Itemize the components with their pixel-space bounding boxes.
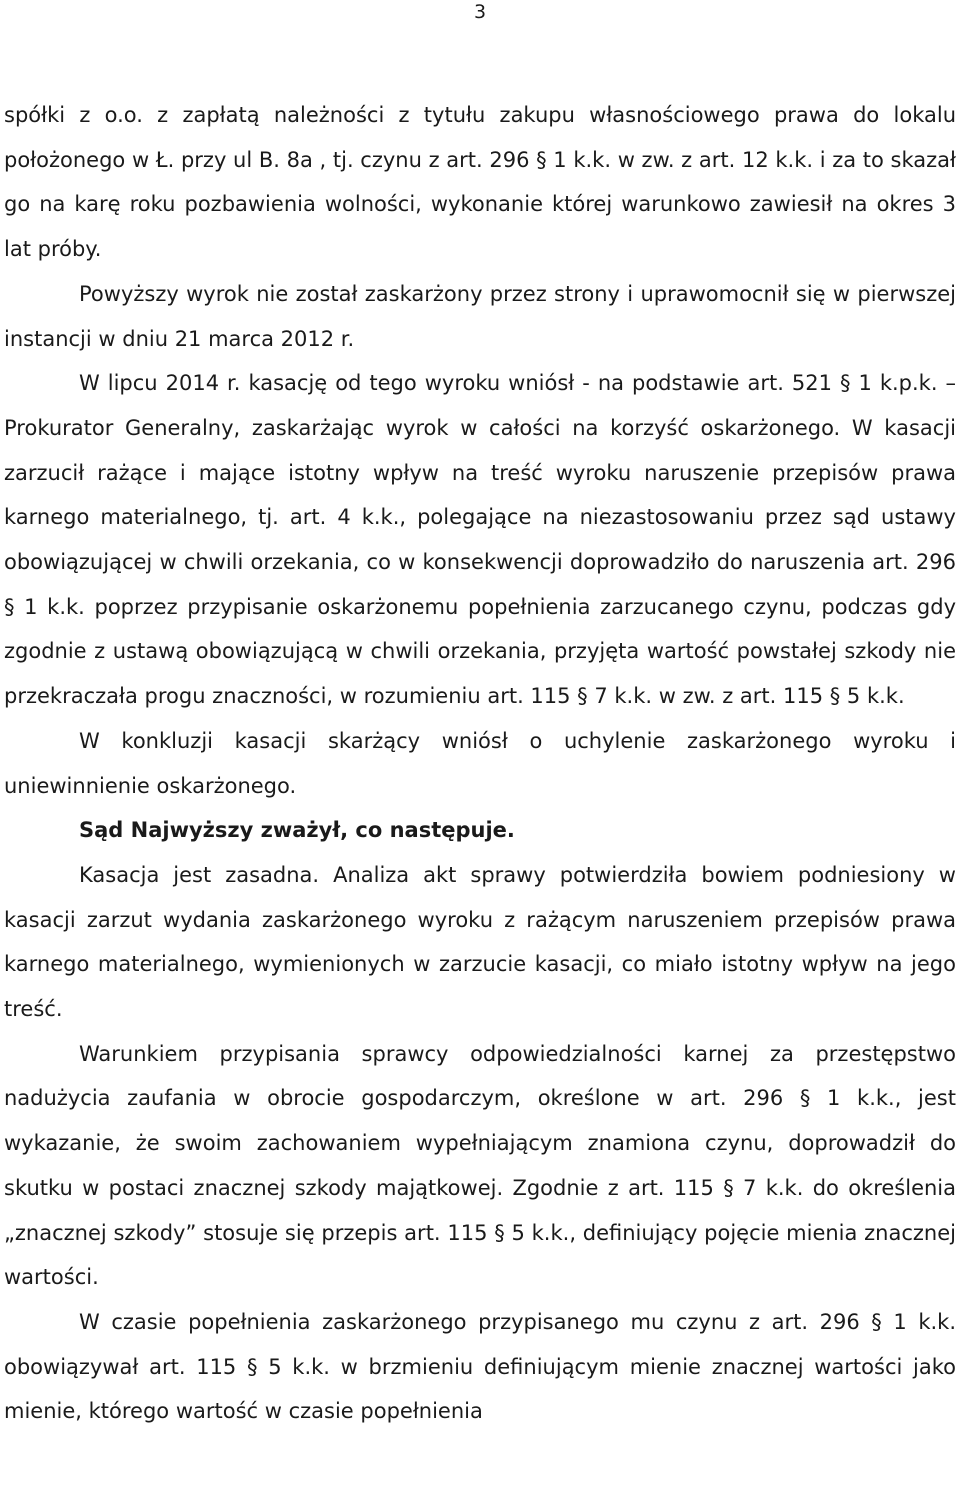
document-body (4, 93, 956, 1434)
paragraph-cassation-justified: Kasacja jest zasadna. Analiza akt sprawy potwierdziła bowiem podniesiony w kasacji zarzut wydania zaskarżonego wyroku z rażącym naruszeniem przepisów prawa karnego materialnego, wymienionych w zarzucie kasacji, co miało istotny wpływ na jego treść. (4, 862, 956, 1022)
paragraph-sentence-continuation: spółki z o.o. z zapłatą należności z tytułu zakupu własnościowego prawa do lokalu położonego w Ł. przy ul B. 8a , tj. czynu z art. 296 § 1 k.k. w zw. z art. 12 k.k. i za to skazał go na karę roku pozbawienia wolności, wykonanie której warunkowo zawiesił na okres 3 lat próby. (4, 103, 956, 262)
section-heading: Sąd Najwyższy zważył, co następuje. (79, 818, 515, 843)
page-number: 3 (473, 1, 487, 23)
paragraph-judgment-final: Powyższy wyrok nie został zaskarżony przez strony i uprawomocnił się w pierwszej instancji w dniu 21 marca 2012 r. (4, 281, 956, 351)
paragraph-cassation: W lipcu 2014 r. kasację od tego wyroku wniósł - na podstawie art. 521 § 1 k.p.k. – Prokurator Generalny, zaskarżając wyrok w całości na korzyść oskarżonego. W kasacji zarzucił rażące i mające istotny wpływ na treść wyroku naruszenie przepisów prawa karnego materialnego, tj. art. 4 k.k., polegające na niezastosowaniu przez sąd ustawy obowiązującej w chwili orzekania, co w konsekwencji doprowadziło do naruszenia art. 296 § 1 k.k. poprzez przypisanie oskarżonemu popełnienia zarzucanego czynu, podczas gdy zgodnie z ustawą obowiązującą w chwili orzekania, przyjęta wartość powstałej szkody nie przekraczała progu znaczności, w rozumieniu art. 115 § 7 k.k. w zw. z art. 115 § 5 k.k. (4, 371, 956, 709)
paragraph-liability-condition: Warunkiem przypisania sprawcy odpowiedzialności karnej za przestępstwo nadużycia zaufania w obrocie gospodarczym, określone w art. 296 § 1 k.k., jest wykazanie, że swoim zachowaniem wypełniającym znamiona czynu, doprowadził do skutku w postaci znacznej szkody majątkowej. Zgodnie z art. 115 § 7 k.k. do określenia „znacznej szkody” stosuje się przepis art. 115 § 5 k.k., definiujący pojęcie mienia znacznej wartości. (4, 1041, 956, 1290)
paragraph-time-of-offence: W czasie popełnienia zaskarżonego przypisanego mu czynu z art. 296 § 1 k.k. obowiązywał art. 115 § 5 k.k. w brzmieniu definiującym mienie znacznej wartości jako mienie, którego wartość w czasie popełnienia (4, 1309, 956, 1424)
paragraph-conclusion: W konkluzji kasacji skarżący wniósł o uchylenie zaskarżonego wyroku i uniewinnienie oskarżonego. (4, 728, 956, 798)
